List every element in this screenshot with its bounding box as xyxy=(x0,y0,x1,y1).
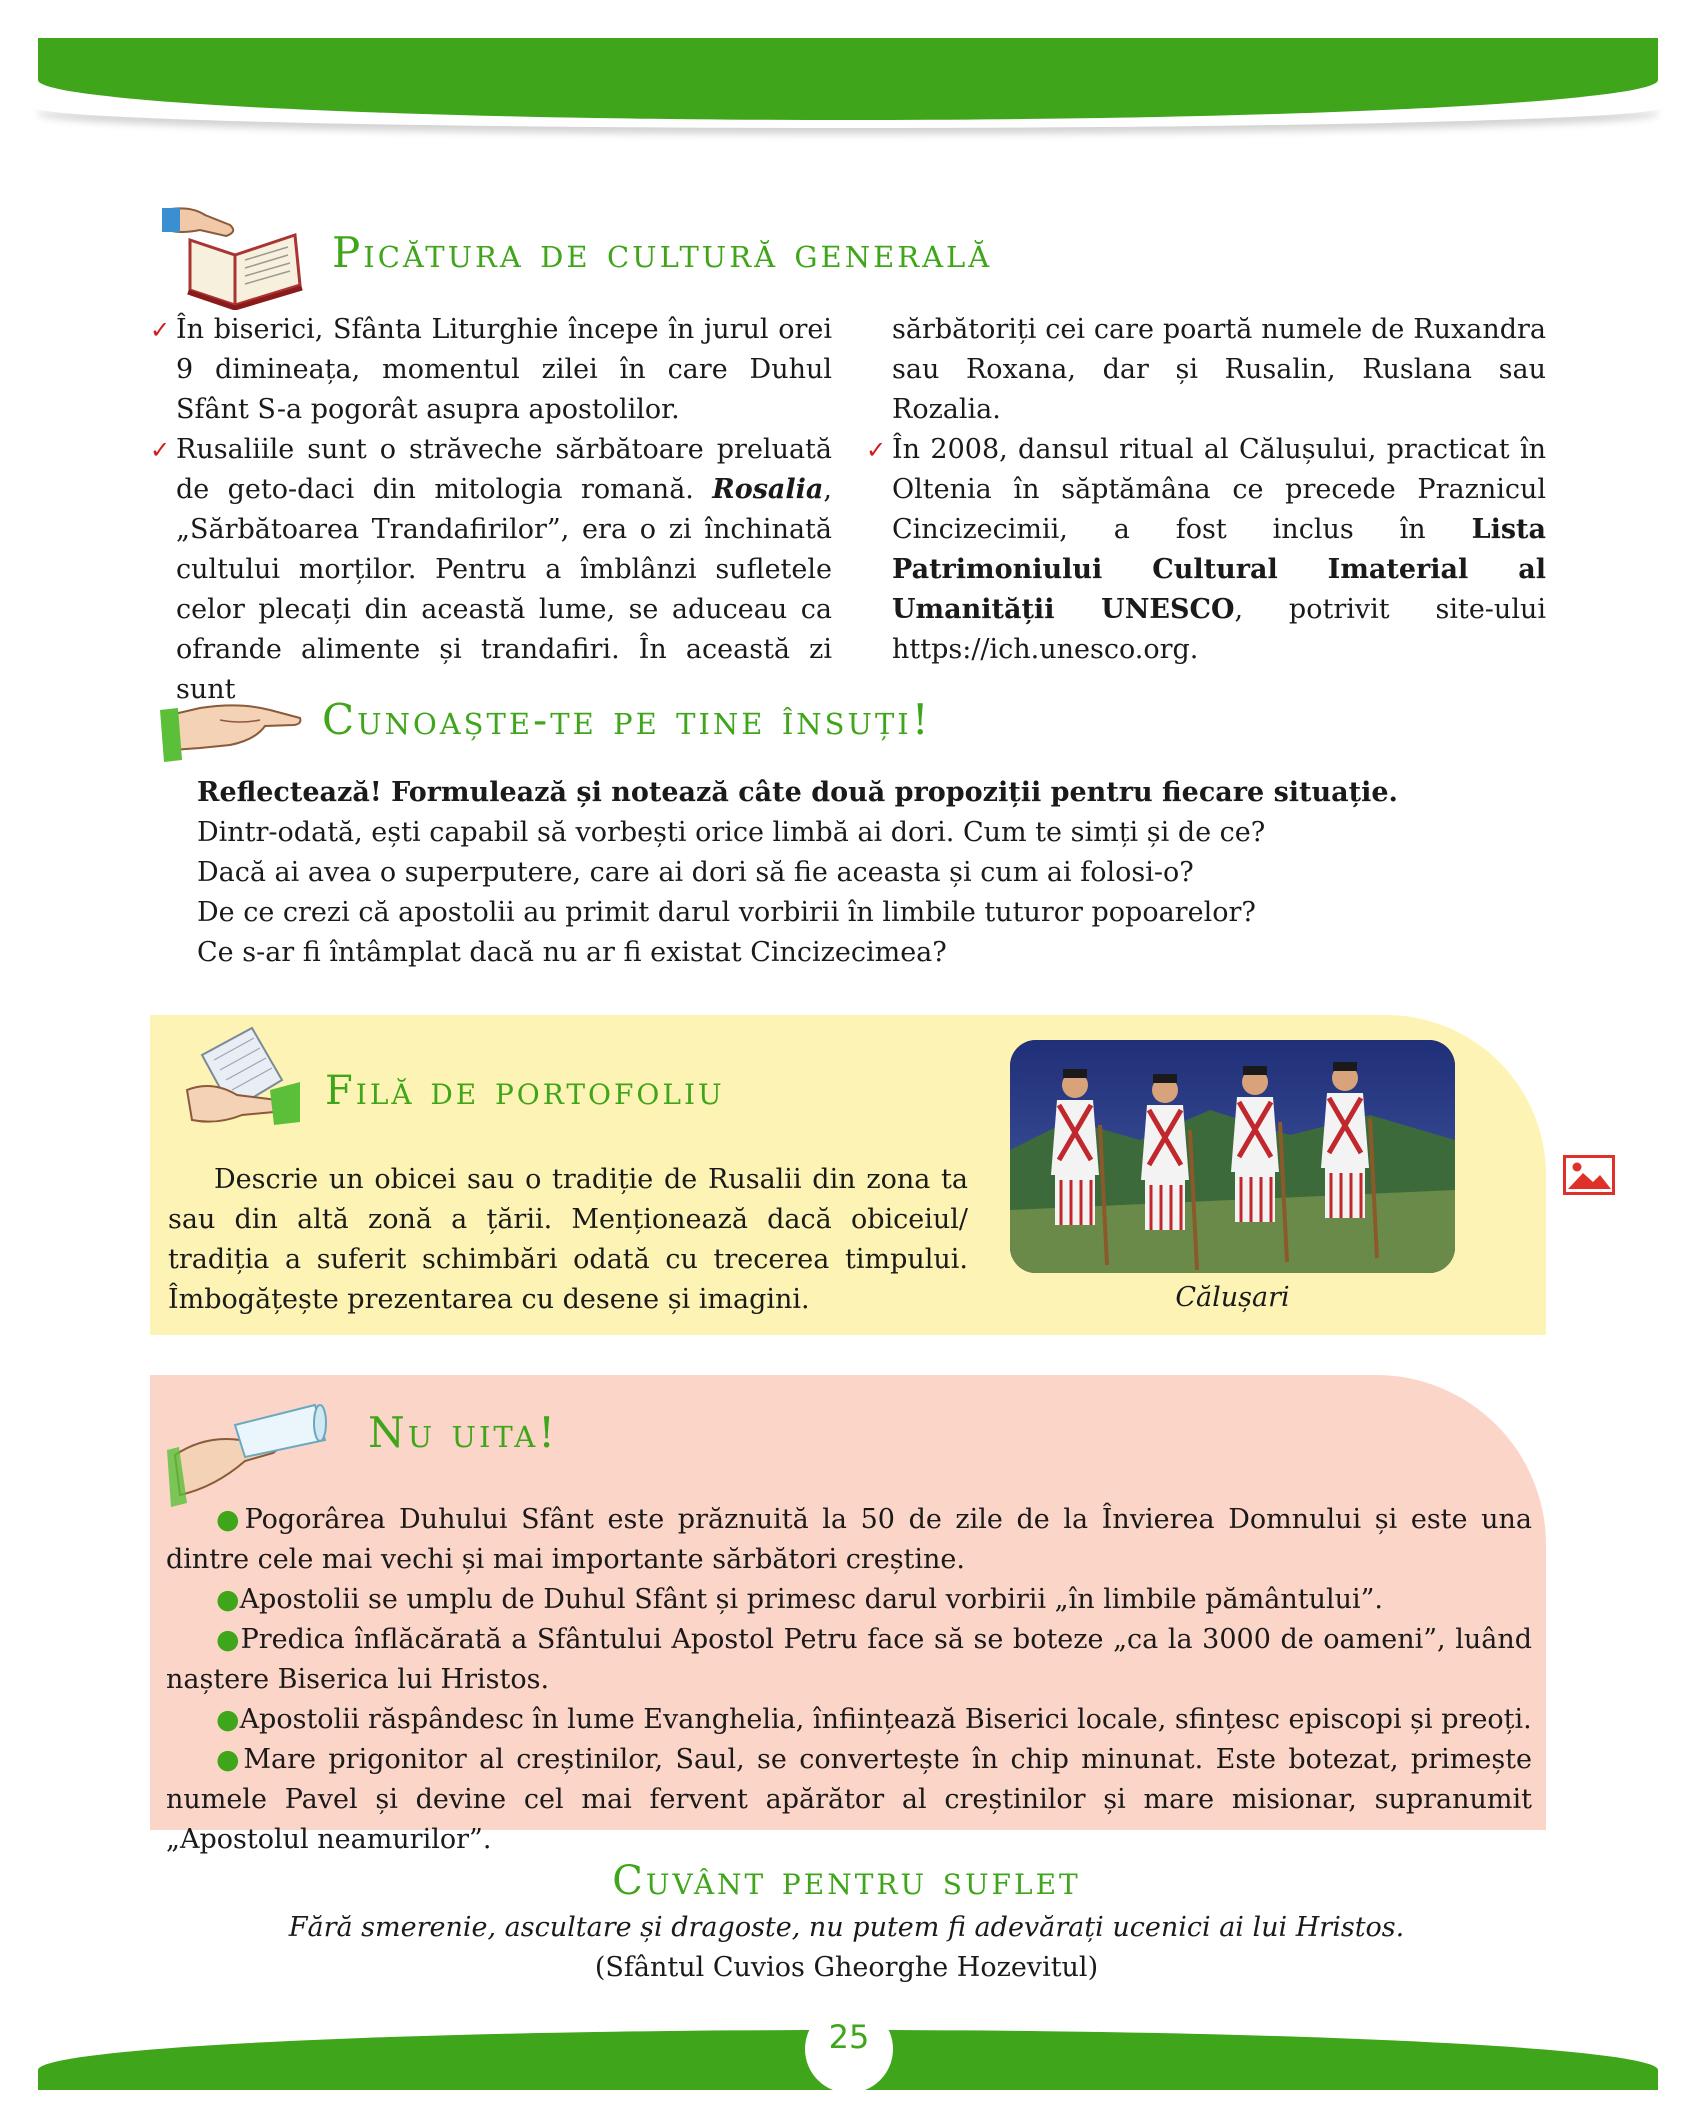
portfolio-instructions: Descrie un obicei sau o tradiție de Rusalii din zona ta sau din altă zonă a țării. Menționează dacă obiceiul/ tradiția a suferit schimbări odată cu trecerea timpului. Îmbogățește prezentarea cu desene și imagini. xyxy=(168,1164,968,1315)
scroll-hand-icon xyxy=(182,1020,302,1135)
portfolio-heading: Filă de portofoliu xyxy=(325,1068,725,1114)
culture-right-column xyxy=(866,310,1546,670)
check-icon: ✓ xyxy=(150,316,171,344)
bullet-icon: ● xyxy=(216,1744,244,1775)
culture-left-column xyxy=(150,310,832,710)
bullet-icon: ● xyxy=(216,1504,245,1535)
bullet-icon: ● xyxy=(216,1584,240,1615)
reflection-block xyxy=(197,773,1457,973)
reflection-line: Dintr-odată, ești capabil să vorbești orice limbă ai dori. Cum te simți și de ce? xyxy=(197,817,1266,848)
reflection-line: Dacă ai avea o superputere, care ai dori să fie aceasta și cum ai folosi-o? xyxy=(197,857,1194,888)
culture-item-3: ✓ În 2008, dansul ritual al Călușului, practicat în Oltenia în săptămâna ce precede Praznicul Cincizecimii, a fost inclus în Lista Patrimoniului Cultural Imaterial al Umanității UNESCO, potrivit site-ului https://ich.unesco.org. xyxy=(866,430,1546,670)
reflection-lead: Reflectează! Formulează și notează câte două propoziții pentru fiecare situație. xyxy=(197,777,1398,808)
remember-item: ●Mare prigonitor al creștinilor, Saul, se convertește în chip minunat. Este botezat, primește numele Pavel și devine cel mai fervent apărător al creștinilor și mare misionar, supranumit „Apostolul neamurilor”. xyxy=(166,1744,1532,1855)
calusari-photo xyxy=(1010,1040,1455,1273)
top-green-band xyxy=(38,38,1658,120)
remember-item: ●Apostolii răspândesc în lume Evanghelia, înființează Biserici locale, sfințesc episcopi și preoți. xyxy=(216,1704,1532,1735)
reflection-line: De ce crezi că apostolii au primit darul vorbirii în limbile tuturor popoarelor? xyxy=(197,897,1256,928)
culture-item-1: ✓ În biserici, Sfânta Liturghie începe în jurul orei 9 dimineața, momentul zilei în care Duhul Sfânt S-a pogorât asupra apostolilor. xyxy=(150,310,832,430)
image-gallery-icon[interactable] xyxy=(1563,1155,1615,1195)
check-icon: ✓ xyxy=(150,436,171,464)
culture-item-2: ✓ Rusaliile sunt o străveche sărbătoare preluată de geto-daci din mitologia romană. Rosalia, „Sărbătoarea Trandafirilor”, era o zi închinată cultului morților. Pentru a îmblânzi sufletele celor plecați din această lume, se aduceau ca ofrande alimente și trandafiri. În această zi sunt xyxy=(150,430,832,710)
photo-caption: Călușari xyxy=(1175,1282,1290,1313)
portfolio-text-block xyxy=(168,1160,968,1320)
check-icon: ✓ xyxy=(866,436,887,464)
bullet-icon: ● xyxy=(216,1704,240,1735)
remember-list xyxy=(166,1500,1532,1860)
know-yourself-heading: Cunoaște-te pe tine însuți! xyxy=(322,695,932,744)
soul-quote-source: (Sfântul Cuvios Gheorghe Hozevitul) xyxy=(594,1952,1099,1983)
book-hand-icon xyxy=(160,200,310,310)
page-number: 25 xyxy=(828,2018,870,2056)
remember-heading: Nu uita! xyxy=(368,1408,559,1457)
culture-continuation: sărbătoriți cei care poartă numele de Ruxandra sau Roxana, dar și Rusalin, Ruslana sau Rozalia. xyxy=(892,314,1546,425)
remember-item: ●Pogorârea Duhului Sfânt este prăznuită la 50 de zile de la Învierea Domnului și este una dintre cele mai vechi și mai importante sărbători creștine. xyxy=(166,1504,1532,1575)
paper-roll-hand-icon xyxy=(165,1395,330,1510)
soul-quote: Fără smerenie, ascultare și dragoste, nu putem fi adevărați ucenici ai lui Hristos. xyxy=(288,1912,1405,1943)
remember-item: ●Predica înflăcărată a Sfântului Apostol Petru face să se boteze „ca la 3000 de oameni”, luând naștere Biserica lui Hristos. xyxy=(166,1624,1533,1695)
bullet-icon: ● xyxy=(216,1624,241,1655)
remember-item: ●Apostolii se umplu de Duhul Sfânt și primesc darul vorbirii „în limbile pământului”. xyxy=(216,1584,1384,1615)
soul-word-heading: Cuvânt pentru suflet xyxy=(612,1858,1081,1904)
culture-heading: Picătura de cultură generală xyxy=(332,228,993,277)
reflection-line: Ce s-ar fi întâmplat dacă nu ar fi existat Cincizecimea? xyxy=(197,937,947,968)
open-hand-icon xyxy=(160,690,305,765)
